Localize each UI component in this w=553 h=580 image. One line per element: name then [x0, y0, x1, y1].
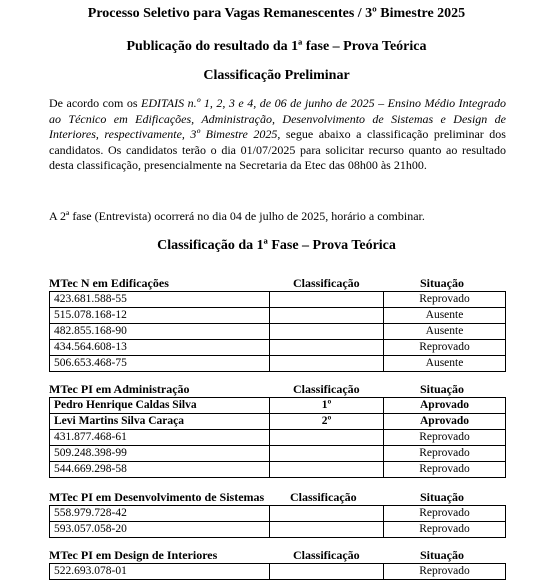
results-table	[49, 291, 506, 372]
intro-text-b: , segue abaixo a classificação preliminar dos candidatos. Os candidatos terão o dia 01/07/2025 para solicitar recurso quanto ao resultado desta classificação, presencialmente na Secretaria da Etec das 08h00 às 21h00.	[49, 127, 506, 173]
table-row	[50, 564, 506, 580]
table-row	[50, 292, 506, 308]
status-cell: Ausente	[384, 356, 506, 372]
rank-cell	[270, 340, 384, 356]
table-row	[50, 324, 506, 340]
table-row	[50, 398, 506, 414]
status-cell: Reprovado	[384, 506, 506, 522]
rank-cell	[270, 292, 384, 308]
table-row	[50, 414, 506, 430]
section-header	[49, 276, 506, 290]
section-course-name: MTec PI em Administração	[49, 382, 190, 396]
candidate-cell: 515.078.168-12	[50, 308, 270, 324]
rank-cell	[270, 522, 384, 538]
intro-paragraph	[49, 96, 506, 174]
results-table	[49, 563, 506, 580]
status-cell: Reprovado	[384, 564, 506, 580]
candidate-cell: 509.248.398-99	[50, 446, 270, 462]
results-table	[49, 505, 506, 538]
rank-cell	[270, 356, 384, 372]
rank-cell	[270, 564, 384, 580]
intro-text-italic: EDITAIS n.º 1, 2, 3 e 4, de 06 de junho de 2025 – Ensino Médio Integrado ao Técnico em Edificações, Administração, Desenvolvimento de Sistemas e Design de Interiores, respectivamente, 3º Bimestre 2025	[49, 96, 506, 142]
candidate-cell: Levi Martins Silva Caraça	[50, 414, 270, 430]
candidate-cell: Pedro Henrique Caldas Silva	[50, 398, 270, 414]
table-row	[50, 446, 506, 462]
rank-cell: 1º	[270, 398, 384, 414]
candidate-cell: 482.855.168-90	[50, 324, 270, 340]
status-cell: Aprovado	[384, 414, 506, 430]
column-header-classificacao: Classificação	[290, 490, 357, 504]
table-row	[50, 506, 506, 522]
candidate-cell: 506.653.468-75	[50, 356, 270, 372]
rank-cell	[270, 462, 384, 478]
section-course-name: MTec N em Edificações	[49, 276, 169, 290]
status-cell: Ausente	[384, 324, 506, 340]
column-header-classificacao: Classificação	[293, 548, 360, 562]
rank-cell	[270, 324, 384, 340]
status-cell: Reprovado	[384, 292, 506, 308]
candidate-cell: 423.681.588-55	[50, 292, 270, 308]
status-cell: Ausente	[384, 308, 506, 324]
column-header-situacao: Situação	[420, 276, 465, 290]
table-row	[50, 340, 506, 356]
status-cell: Reprovado	[384, 446, 506, 462]
table-row	[50, 356, 506, 372]
status-cell: Reprovado	[384, 462, 506, 478]
rank-cell	[270, 446, 384, 462]
document-title: Processo Seletivo para Vagas Remanescentes / 3º Bimestre 2025	[87, 6, 466, 21]
candidate-cell: 434.564.608-13	[50, 340, 270, 356]
status-cell: Reprovado	[384, 430, 506, 446]
candidate-cell: 544.669.298-58	[50, 462, 270, 478]
table-row	[50, 308, 506, 324]
section-title: Classificação da 1ª Fase – Prova Teórica	[157, 238, 396, 253]
table-row	[50, 462, 506, 478]
column-header-classificacao: Classificação	[293, 382, 360, 396]
table-row	[50, 430, 506, 446]
status-cell: Reprovado	[384, 340, 506, 356]
section-header	[49, 490, 506, 504]
section-course-name: MTec PI em Desenvolvimento de Sistemas	[49, 490, 265, 504]
table-row	[50, 522, 506, 538]
section-course-name: MTec PI em Design de Interiores	[49, 548, 218, 562]
column-header-situacao: Situação	[420, 382, 465, 396]
status-cell: Reprovado	[384, 522, 506, 538]
section-header	[49, 382, 506, 396]
results-table	[49, 397, 506, 478]
rank-cell: 2º	[270, 414, 384, 430]
candidate-cell: 593.057.058-20	[50, 522, 270, 538]
column-header-situacao: Situação	[420, 490, 465, 504]
rank-cell	[270, 506, 384, 522]
intro-text-a: De acordo com os	[49, 96, 142, 110]
phase2-paragraph: A 2ª fase (Entrevista) ocorrerá no dia 04 de julho de 2025, horário a combinar.	[49, 209, 425, 223]
candidate-cell: 431.877.468-61	[50, 430, 270, 446]
document-subtitle-2: Classificação Preliminar	[203, 68, 350, 83]
section-header	[49, 548, 506, 562]
column-header-situacao: Situação	[420, 548, 465, 562]
candidate-cell: 558.979.728-42	[50, 506, 270, 522]
candidate-cell: 522.693.078-01	[50, 564, 270, 580]
rank-cell	[270, 430, 384, 446]
column-header-classificacao: Classificação	[293, 276, 360, 290]
document-subtitle: Publicação do resultado da 1ª fase – Prova Teórica	[126, 39, 427, 54]
rank-cell	[270, 308, 384, 324]
status-cell: Aprovado	[384, 398, 506, 414]
